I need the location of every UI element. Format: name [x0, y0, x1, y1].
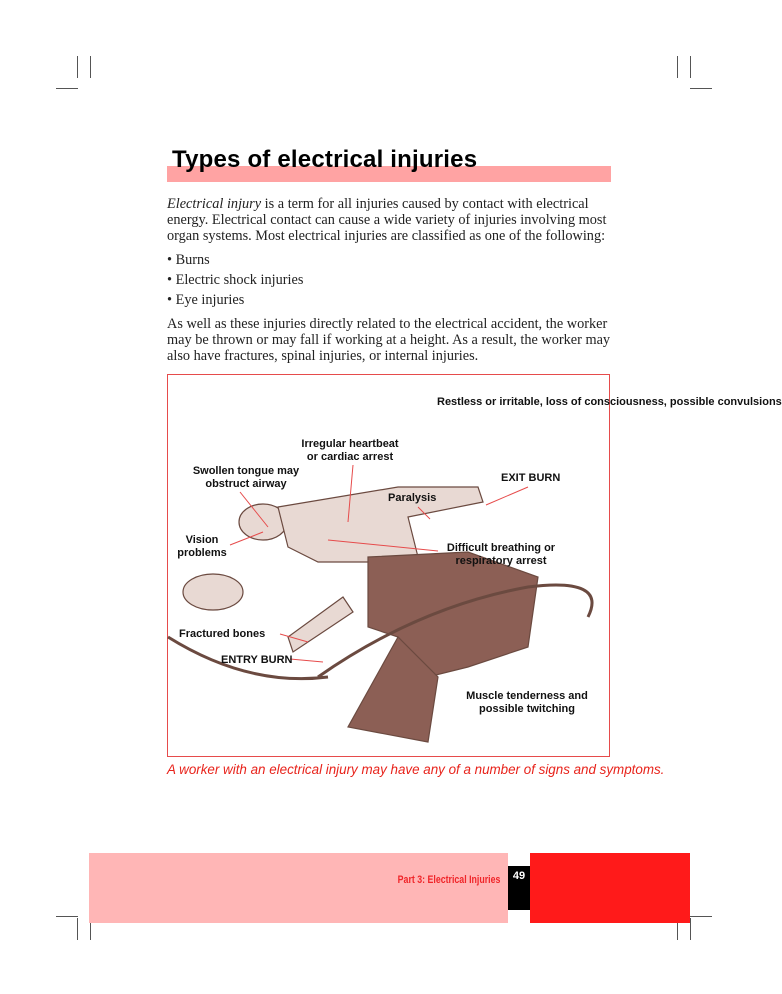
- label-exit-burn: EXIT BURN: [501, 472, 561, 484]
- label-heartbeat: Irregular heartbeat or cardiac arrest: [301, 438, 399, 463]
- page-title: Types of electrical injuries: [172, 146, 478, 173]
- figure-caption: A worker with an electrical injury may have any of a number of signs and symptoms.: [167, 762, 665, 777]
- hard-hat: [183, 574, 243, 610]
- crop-mark: [690, 88, 712, 89]
- crop-mark: [677, 56, 678, 78]
- intro-paragraph: [167, 196, 615, 244]
- label-entry-burn: ENTRY BURN: [221, 654, 293, 666]
- intro-text: is a term for all injuries caused by contact with electrical energy. Electrical contact can cause a wide variety of injuries involving most organ systems. Most electrical injuries are classified as one of the following:: [167, 196, 607, 244]
- footer-band: [89, 853, 508, 923]
- crop-mark: [690, 916, 712, 917]
- label-breathing: Difficult breathing or respiratory arrest: [446, 542, 556, 567]
- label-tongue: Swollen tongue may obstruct airway: [192, 465, 300, 490]
- label-fractured: Fractured bones: [179, 628, 266, 640]
- term: Electrical injury: [167, 196, 262, 212]
- label-restless: Restless or irritable, loss of consciousness, possible convulsions: [437, 396, 782, 408]
- figure-frame: [167, 374, 782, 757]
- crop-mark: [77, 56, 78, 78]
- footer-section: Part 3: Electrical Injuries: [397, 874, 500, 886]
- page-number: 49: [508, 866, 530, 910]
- crop-mark: [690, 918, 691, 940]
- label-paralysis: Paralysis: [388, 492, 437, 504]
- list-item: • Burns: [167, 252, 210, 268]
- crop-mark: [90, 56, 91, 78]
- paragraph: As well as these injuries directly related to the electrical accident, the worker may be thrown or may fall if working at a height. As a result, the worker may also have fractures, spinal injuries, or internal injuries.: [167, 316, 611, 364]
- label-muscle: Muscle tenderness and possible twitching: [466, 690, 588, 715]
- body-text: [167, 196, 615, 364]
- bullet-list: [167, 250, 615, 310]
- footer-tab: [530, 853, 690, 923]
- arm: [288, 597, 353, 652]
- list-item: • Electric shock injuries: [167, 272, 304, 288]
- crop-mark: [56, 916, 78, 917]
- crop-mark: [77, 918, 78, 940]
- crop-mark: [56, 88, 78, 89]
- crop-mark: [690, 56, 691, 78]
- list-item: • Eye injuries: [167, 292, 245, 308]
- label-vision: Vision problems: [177, 534, 227, 559]
